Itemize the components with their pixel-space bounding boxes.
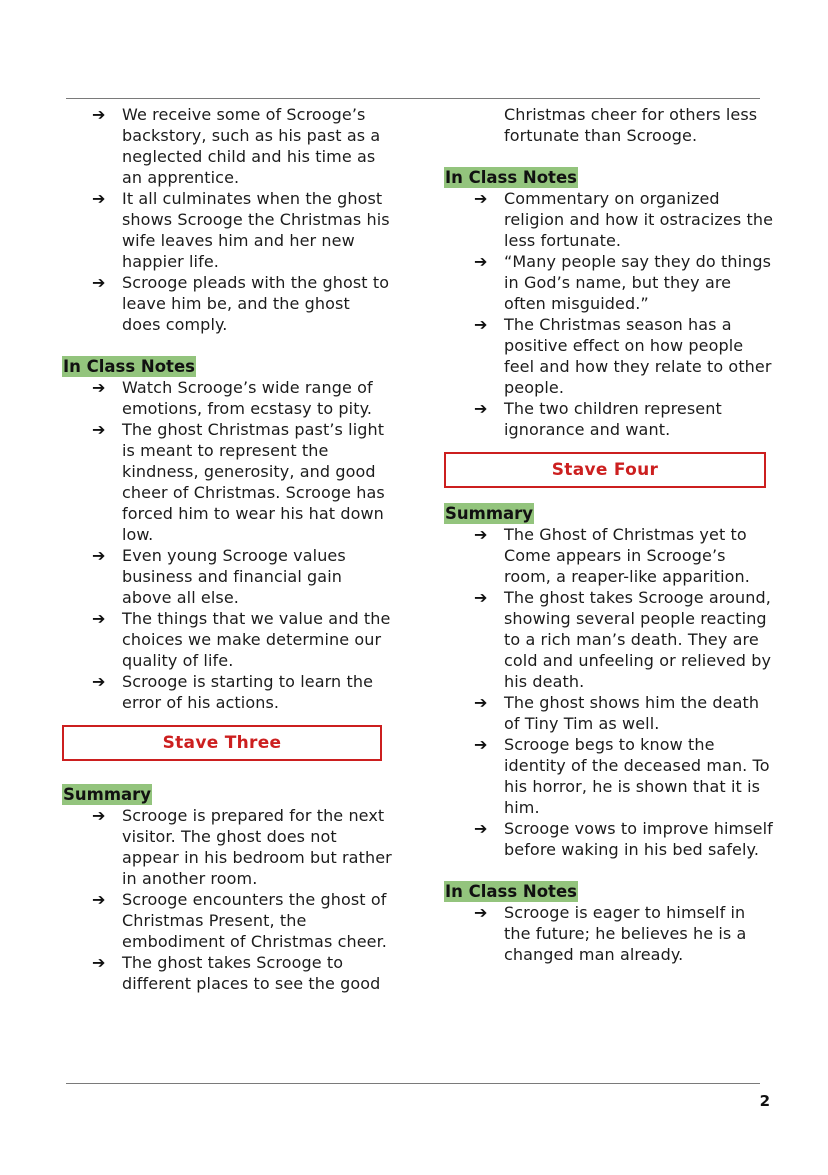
arrow-bullet-icon: ➔ xyxy=(474,693,488,712)
list-item: ➔ Scrooge encounters the ghost of Christmas Present, the embodiment of Christmas cheer. xyxy=(92,890,387,951)
summary-heading: Summary xyxy=(63,785,152,804)
arrow-bullet-icon: ➔ xyxy=(474,735,488,754)
stave-three-heading: Stave Three xyxy=(62,725,382,761)
arrow-bullet-icon: ➔ xyxy=(474,315,488,334)
in-class-notes-heading: In Class Notes xyxy=(445,882,577,901)
list-item: ➔ It all culminates when the ghost shows Scrooge the Christmas his wife leaves him and her new happier life. xyxy=(92,189,390,271)
list-item: ➔ The things that we value and the choices we make determine our quality of life. xyxy=(92,609,391,670)
list-item: ➔ “Many people say they do things in God’s name, but they are often misguided.” xyxy=(474,252,772,313)
arrow-bullet-icon: ➔ xyxy=(92,189,106,208)
arrow-bullet-icon: ➔ xyxy=(474,189,488,208)
stave-three-summary-list xyxy=(62,805,392,994)
list-item: ➔ The ghost shows him the death of Tiny Tim as well. xyxy=(474,693,760,733)
spacer xyxy=(62,335,392,356)
arrow-bullet-icon: ➔ xyxy=(92,105,106,124)
arrow-bullet-icon: ➔ xyxy=(92,953,106,972)
list-item: ➔ The Christmas season has a positive effect on how people feel and how they relate to other people. xyxy=(474,315,772,397)
header-rule xyxy=(66,98,760,99)
list-item: ➔ Scrooge is prepared for the next visitor. The ghost does not appear in his bedroom but rather in another room. xyxy=(92,806,392,888)
arrow-bullet-icon: ➔ xyxy=(92,420,106,439)
in-class-notes-list xyxy=(444,902,774,965)
right-column xyxy=(444,104,774,965)
list-item: ➔ Scrooge is eager to himself in the future; he believes he is a changed man already. xyxy=(474,903,747,964)
arrow-bullet-icon: ➔ xyxy=(474,399,488,418)
list-item: ➔ The ghost takes Scrooge to different places to see the good xyxy=(92,953,381,993)
stave-two-summary-continued-list xyxy=(62,104,392,335)
arrow-bullet-icon: ➔ xyxy=(92,806,106,825)
in-class-notes-list xyxy=(62,377,392,713)
list-item: ➔ The ghost Christmas past’s light is meant to represent the kindness, generosity, and good cheer of Christmas. Scrooge has forced him to wear his hat down low. xyxy=(92,420,385,544)
list-item: ➔ We receive some of Scrooge’s backstory, such as his past as a neglected child and his time as an apprentice. xyxy=(92,105,381,187)
summary-heading: Summary xyxy=(445,504,534,523)
list-item: ➔ Scrooge vows to improve himself before waking in his bed safely. xyxy=(474,819,773,859)
in-class-notes-list xyxy=(444,188,774,440)
arrow-bullet-icon: ➔ xyxy=(474,252,488,271)
arrow-bullet-icon: ➔ xyxy=(474,588,488,607)
left-column xyxy=(62,104,392,994)
arrow-bullet-icon: ➔ xyxy=(92,378,106,397)
arrow-bullet-icon: ➔ xyxy=(474,525,488,544)
list-item: ➔ Even young Scrooge values business and financial gain above all else. xyxy=(92,546,346,607)
continued-text: Christmas cheer for others less fortunate than Scrooge. xyxy=(504,105,758,145)
arrow-bullet-icon: ➔ xyxy=(92,609,106,628)
list-item: ➔ The Ghost of Christmas yet to Come appears in Scrooge’s room, a reaper-like apparition. xyxy=(474,525,750,586)
arrow-bullet-icon: ➔ xyxy=(92,672,106,691)
arrow-bullet-icon: ➔ xyxy=(92,890,106,909)
spacer xyxy=(444,146,774,167)
page-number: 2 xyxy=(759,1092,770,1110)
arrow-bullet-icon: ➔ xyxy=(474,819,488,838)
in-class-notes-heading: In Class Notes xyxy=(63,357,195,376)
list-item: ➔ The two children represent ignorance and want. xyxy=(474,399,722,439)
arrow-bullet-icon: ➔ xyxy=(92,546,106,565)
list-item: ➔ Commentary on organized religion and how it ostracizes the less fortunate. xyxy=(474,189,774,250)
stave-four-heading: Stave Four xyxy=(444,452,766,488)
list-item: ➔ Scrooge is starting to learn the error of his actions. xyxy=(92,672,374,712)
spacer xyxy=(444,860,774,881)
list-item: ➔ Scrooge pleads with the ghost to leave him be, and the ghost does comply. xyxy=(92,273,390,334)
list-item: ➔ Scrooge begs to know the identity of the deceased man. To his horror, he is shown that it is him. xyxy=(474,735,770,817)
list-item: ➔ Watch Scrooge’s wide range of emotions, from ecstasy to pity. xyxy=(92,378,373,418)
list-item: ➔ The ghost takes Scrooge around, showing several people reacting to a rich man’s death. They are cold and unfeeling or relieved by his death. xyxy=(474,588,772,691)
stave-four-summary-list xyxy=(444,524,774,860)
arrow-bullet-icon: ➔ xyxy=(474,903,488,922)
arrow-bullet-icon: ➔ xyxy=(92,273,106,292)
in-class-notes-heading: In Class Notes xyxy=(445,168,577,187)
footer-rule xyxy=(66,1083,760,1084)
